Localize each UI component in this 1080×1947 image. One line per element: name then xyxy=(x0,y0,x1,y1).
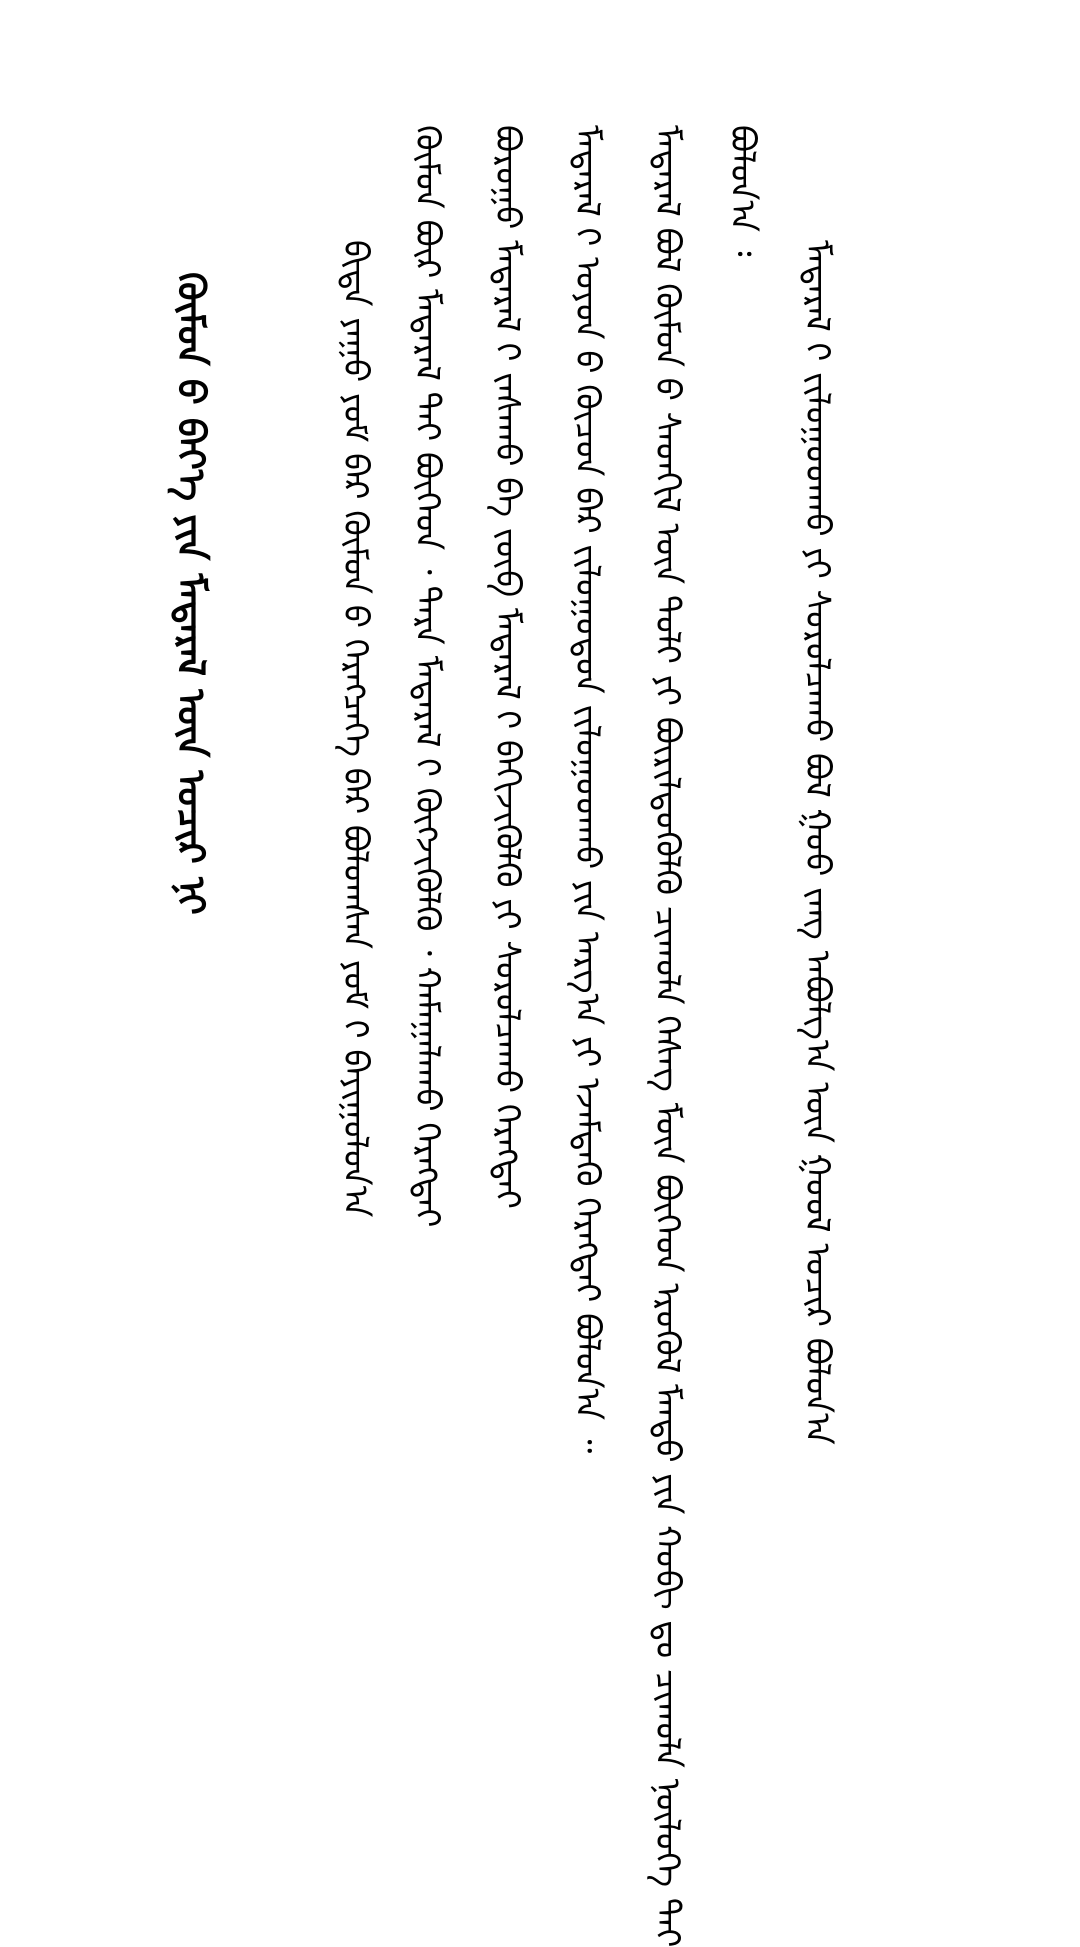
text-column-4: ᠮᠡᠳᠡᠷᠡᠯ ᠢ᠋ ᠣᠶᠤᠨ ᠤ᠋ ᠬᠦᠴᠦᠨ ᠪᠡᠷ ᠵᠢᠯᠣᠭᠣᠳᠣᠨ ᠵᠢᠯᠣᠭᠣᠳᠬᠤ ᠶᠢᠨ ᠠᠷᠭ᠎ᠠ ᠶᠢ ᠡᠵᠡᠮᠳᠡᠬᠦ ᠬᠡᠷᠡᠭᠲᠡᠢ ᠪᠣᠯᠤᠨ᠎ᠠ ᠃ xyxy=(567,125,607,1454)
text-column-1: ᠪᠢᠳᠡ ᠶᠠᠭᠤ ᠶᠤᠮ ᠪᠠᠷ ᠬᠦᠮᠦᠨ ᠦ᠌ ᠬᠡᠷᠡᠭᠴᠡᠭᠡ ᠪᠡᠷ ᠪᠣᠯᠤᠭᠰᠠᠨ ᠶᠤᠮ ᠢ᠋ ᠪᠠᠶᠢᠭᠤᠯᠤᠨ᠎ᠠ xyxy=(335,240,375,1218)
document-title: ᠬᠦᠮᠦᠨ ᠦ᠌ ᠪᠡᠶ᠎ᠡ ᠶᠢᠨ ᠮᠡᠳᠡᠷᠡᠯ ᠦᠨ ᠤᠴᠢᠷ ᠨᠢ xyxy=(169,272,213,915)
text-column-3: ᠪᠤᠷᠤᠭᠤ ᠮᠡᠳᠡᠷᠡᠯ ᠢ᠋ ᠵᠠᠰᠠᠬᠤ ᠪᠠ ᠵᠥᠪ ᠮᠡᠳᠡᠷᠡᠯ ᠢ᠋ ᠪᠡᠬᠢᠵᠢᠭᠦᠯᠬᠦ ᠶᠢ ᠰᠤᠷᠤᠯᠴᠠᠬᠤ ᠬᠡᠷᠡᠭᠲᠡᠢ xyxy=(487,125,527,1209)
text-column-7: ᠮᠡᠳᠡᠷᠡᠯ ᠢ᠋ ᠵᠢᠯᠣᠭᠣᠳᠬᠤ ᠶᠢ ᠰᠤᠷᠤᠯᠴᠠᠬᠤ ᠪᠣᠯ ᠭᠤᠤ ᠵᠠᠩ ᠠᠪᠤᠯᠭ᠎ᠠ ᠦᠨ ᠭᠣᠣᠯ ᠤᠴᠢᠷ ᠪᠣᠯᠤᠨ᠎ᠠ xyxy=(797,240,837,1445)
text-column-2: ᠬᠦᠮᠦᠨ ᠪᠦᠷ ᠮᠡᠳᠡᠷᠡᠯ ᠲᠡᠢ ᠪᠥᠭᠡᠳ ᠂ ᠲᠡᠷᠡ ᠮᠡᠳᠡᠷᠡᠯ ᠢ᠋ ᠬᠥᠭᠵᠢᠭᠦᠯᠬᠦ ᠂ ᠬᠠᠮᠠᠭᠠᠯᠠᠬᠤ ᠬᠡᠷᠡᠭᠲᠡᠢ xyxy=(407,125,447,1228)
text-column-5: ᠮᠡᠳᠡᠷᠡᠯ ᠪᠣᠯ ᠬᠦᠮᠦᠨ ᠦ᠌ ᠰᠡᠳᠬᠢᠯ ᠦᠨ ᠲᠤᠯᠢ ᠶᠢ ᠪᠦᠷᠢᠯᠳᠦᠭᠦᠯᠬᠦ ᠴᠢᠬᠤᠯᠠ ᠬᠡᠰᠡᠭ ᠮᠥᠨ ᠪᠥᠭᠡᠳ ᠡᠷᠦᠭᠦᠯ ᠮᠡᠨᠳᠦ ᠶᠢᠨ ᠬᠤᠪᠢ ᠳᠤ ᠴᠢᠬᠤᠯᠠ ᠨᠥᠯᠦᠭᠡ ᠲᠡᠢ xyxy=(647,125,687,1947)
text-column-6: ᠪᠣᠯᠤᠨ᠎ᠠ ᠄ xyxy=(722,125,762,257)
